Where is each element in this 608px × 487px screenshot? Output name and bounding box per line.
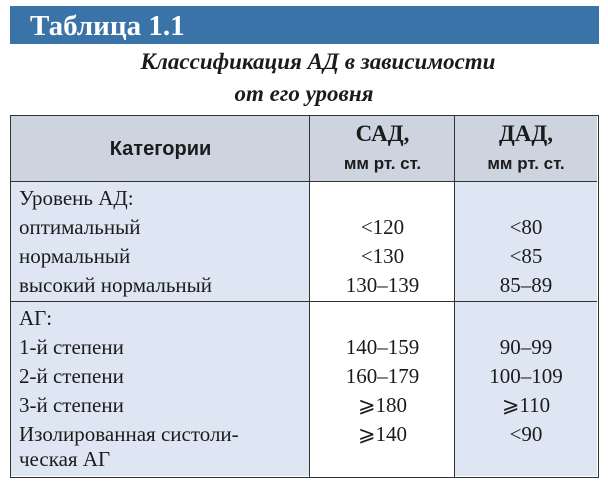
- row-label: 1-й степени: [19, 335, 124, 359]
- row-dad-value: ⩾110: [501, 393, 551, 417]
- group2-sad-cell: [310, 302, 455, 476]
- group2-dad-cell: [455, 302, 597, 476]
- header-sad-line1: САД,: [355, 121, 410, 146]
- classification-table: [10, 115, 599, 478]
- row-dad-value: <80: [509, 215, 543, 239]
- header-dad-cell: [455, 116, 597, 182]
- row-sad-value: 140–159: [345, 335, 420, 359]
- row-label: 3-й степени: [19, 393, 124, 417]
- row-sad-value: <130: [360, 244, 405, 268]
- row-label: высокий нормальный: [19, 273, 212, 297]
- row-dad-value: 85–89: [499, 273, 553, 297]
- row-label: оптимальный: [19, 215, 141, 239]
- header-dad-line2: мм рт. ст.: [487, 154, 565, 173]
- row-dad-value: <85: [509, 244, 543, 268]
- table-caption-line-2: от его уровня: [234, 81, 374, 106]
- group2-heading: АГ:: [19, 306, 53, 330]
- row-sad-value: 130–139: [345, 273, 420, 297]
- header-category-cell: [11, 116, 310, 182]
- group1-heading: Уровень АД:: [19, 186, 134, 210]
- group2-category-cell: [11, 302, 310, 476]
- table-caption-line-1: Классификация АД в зависимости: [140, 49, 496, 74]
- row-sad-value: ⩾180: [357, 393, 408, 417]
- row-label: 2-й степени: [19, 364, 124, 388]
- column-divider: [454, 116, 455, 477]
- group1-category-cell: [11, 182, 310, 302]
- row-sad-value: 160–179: [345, 364, 420, 388]
- title-bar: [10, 6, 599, 44]
- row-dad-value: 100–109: [489, 364, 563, 388]
- header-sad-line2: мм рт. ст.: [343, 154, 422, 173]
- row-label: Изолированная систоли-: [19, 422, 239, 446]
- group1-sad-cell: [310, 182, 455, 302]
- column-divider: [309, 116, 310, 477]
- row-label: нормальный: [19, 244, 131, 268]
- row-dad-value: 90–99: [499, 335, 553, 359]
- group1-dad-cell: [455, 182, 597, 302]
- header-sad-cell: [310, 116, 455, 182]
- row-sad-value: ⩾140: [357, 422, 408, 446]
- header-dad-line1: ДАД,: [498, 121, 553, 146]
- row-dad-value: <90: [509, 422, 543, 446]
- header-category: Категории: [109, 138, 212, 160]
- row-sad-value: <120: [360, 215, 405, 239]
- table-title: Таблица 1.1: [30, 10, 185, 42]
- row-label: ческая АГ: [19, 447, 111, 471]
